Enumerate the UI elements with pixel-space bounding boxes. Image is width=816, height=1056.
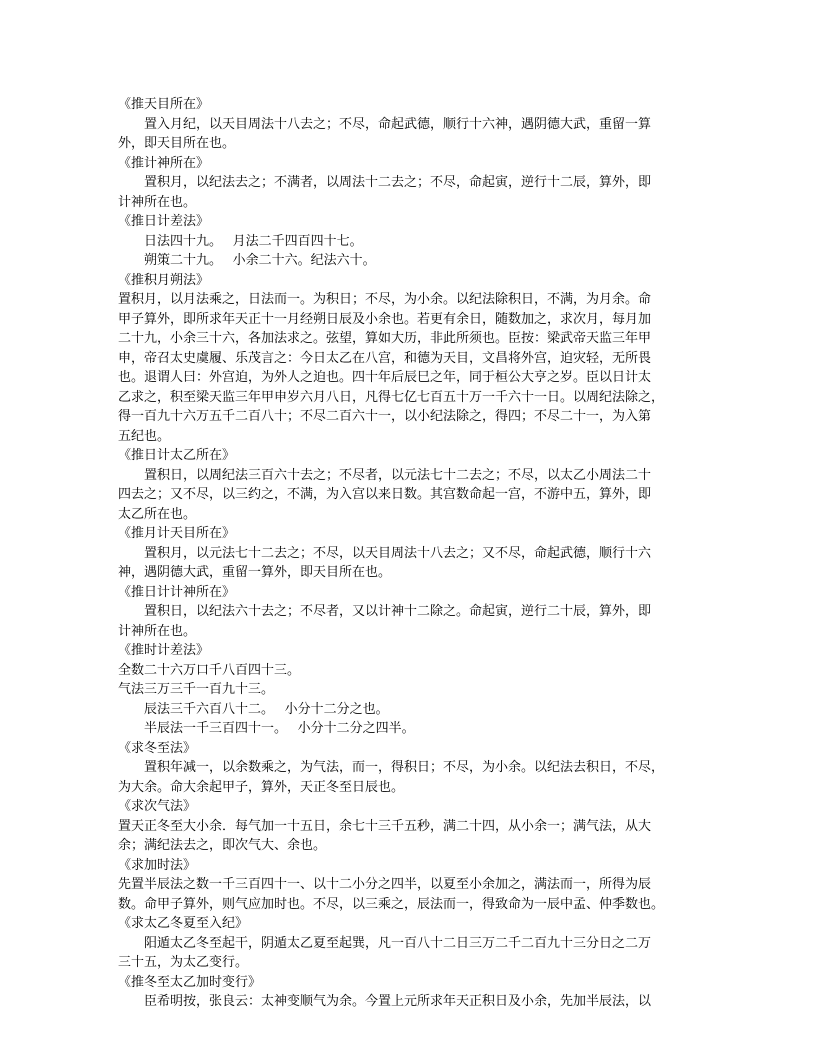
text-line: 置积月，以元法七十二去之；不尽，以天目周法十八去之；又不尽，命起武德，顺行十六: [144, 545, 652, 561]
text-line: 余；满纪法去之，即次气大、余也。: [118, 838, 327, 853]
document-page: [118, 95, 698, 1012]
text-line: 先置半辰法之数一千三百四十一、以十二小分之四半，以夏至小余加之，满法而一，所得为辰: [118, 877, 652, 892]
text-line: 置积年减一，以余数乘之，为气法，而一，得积日；不尽，为小余。以纪法去积日，不尽，: [144, 760, 665, 775]
text-line: 五纪也。: [118, 428, 171, 444]
section-heading: 《推冬至太乙加时变行》: [118, 974, 262, 990]
text-line: 气法三万三千一百九十三。: [118, 682, 275, 697]
text-line: 置积日，以纪法六十去之；不尽者，又以计神十二除之。命起寅，逆行二十辰，算外，即: [144, 604, 652, 619]
section-heading: 《推时计差法》: [118, 643, 210, 658]
section-heading: 《推日计差法》: [118, 214, 210, 229]
text-line: 四去之；又不尽，以三约之，不满，为入宫以来日数。其宫数命起一宫，不游中五，算外，即: [118, 487, 652, 502]
text-line: 数。命甲子算外，则气应加时也。不尽，以三乘之，辰法而一，得致命为一辰中孟、仲季数也。: [118, 896, 665, 912]
text-line: 三十五，为太乙变行。: [118, 955, 249, 970]
text-line: 神，遇阴德大武，重留一算外，即天目所在也。: [118, 565, 392, 580]
text-line: 为大余。命大余起甲子，算外，天正冬至日辰也。: [118, 779, 405, 795]
section-heading: 《推月计天目所在》: [118, 526, 236, 541]
text-line: 置天正冬至大小余．每气加一十五日，余七十三千五秒，满二十四，从小余一；满气法，从大: [118, 818, 652, 834]
section-heading: 《推日计计神所在》: [118, 584, 236, 600]
section-heading: 《推天目所在》: [118, 97, 210, 112]
text-line: 臣希明按，张良云：太神变顺气为余。今置上元所求年天正积日及小余，先加半辰法，以: [144, 994, 652, 1009]
text-line: 阳遁太乙冬至起干，阴遁太乙夏至起巽，凡一百八十二日三万二千二百九十三分日之二万: [144, 935, 652, 951]
text-line: 甲子算外，即所求年天正十一月经朔日辰及小余也。若更有余日，随数加之，求次月，每月加: [118, 311, 652, 327]
text-line: 置积月，以月法乘之，日法而一。为积日；不尽，为小余。以纪法除积日，不满，为月余。命: [118, 292, 652, 307]
section-heading: 《推计神所在》: [118, 155, 210, 171]
text-line: 二十九，小余三十六，各加法求之。弦望，算如大历，非此所须也。臣按：梁武帝天监三年甲: [118, 331, 652, 346]
text-line: 朔策二十九。 小余二十六。纪法六十。: [144, 253, 376, 268]
text-line: 得一百九十六万五千二百八十；不尽二百六十一，以小纪法除之，得四；不尽二十一，为入第: [118, 409, 652, 424]
text-line: 辰法三千六百八十二。 小分十二分之也。: [144, 701, 389, 717]
section-heading: 《求太乙冬夏至入纪》: [118, 916, 249, 931]
text-line: 全数二十六万口千八百四十三。: [118, 662, 301, 678]
section-heading: 《求冬至法》: [118, 740, 197, 756]
text-line: 置入月纪，以天目周法十八去之；不尽，命起武德，顺行十六神，遇阴德大武，重留一算: [144, 116, 652, 132]
section-heading: 《求次气法》: [118, 799, 197, 814]
text-line: 外，即天目所在也。: [118, 136, 236, 151]
section-heading: 《求加时法》: [118, 857, 197, 873]
text-line: 半辰法一千三百四十一。 小分十二分之四半。: [144, 721, 415, 736]
text-line: 置积日，以周纪法三百六十去之；不尽者，以元法七十二去之；不尽，以太乙小周法二十: [144, 467, 652, 483]
text-line: 置积月，以纪法去之；不满者，以周法十二去之；不尽，命起寅，逆行十二辰，算外，即: [144, 175, 652, 190]
text-line: 计神所在也。: [118, 623, 197, 639]
text-line: 也。退谓人曰：外宫迫，为外人之迫也。四十年后辰巳之年，同于桓公大亨之岁。臣以日计太: [118, 370, 652, 385]
text-line: 日法四十九。 月法二千四百四十七。: [144, 233, 363, 249]
section-heading: 《推积月朔法》: [118, 272, 210, 288]
text-line: 计神所在也。: [118, 194, 197, 210]
text-line: 乙求之，积至梁天监三年甲申岁六月八日，凡得七亿七百五十万一千六十一日。以周纪法除之，: [118, 389, 665, 405]
section-heading: 《推日计太乙所在》: [118, 448, 236, 463]
text-line: 太乙所在也。: [118, 506, 197, 522]
text-line: 申，帝召太史虞履、乐茂言之：今日太乙在八宫，和德为天目，文昌将外宫，迫灾轻，无所畏: [118, 350, 652, 366]
